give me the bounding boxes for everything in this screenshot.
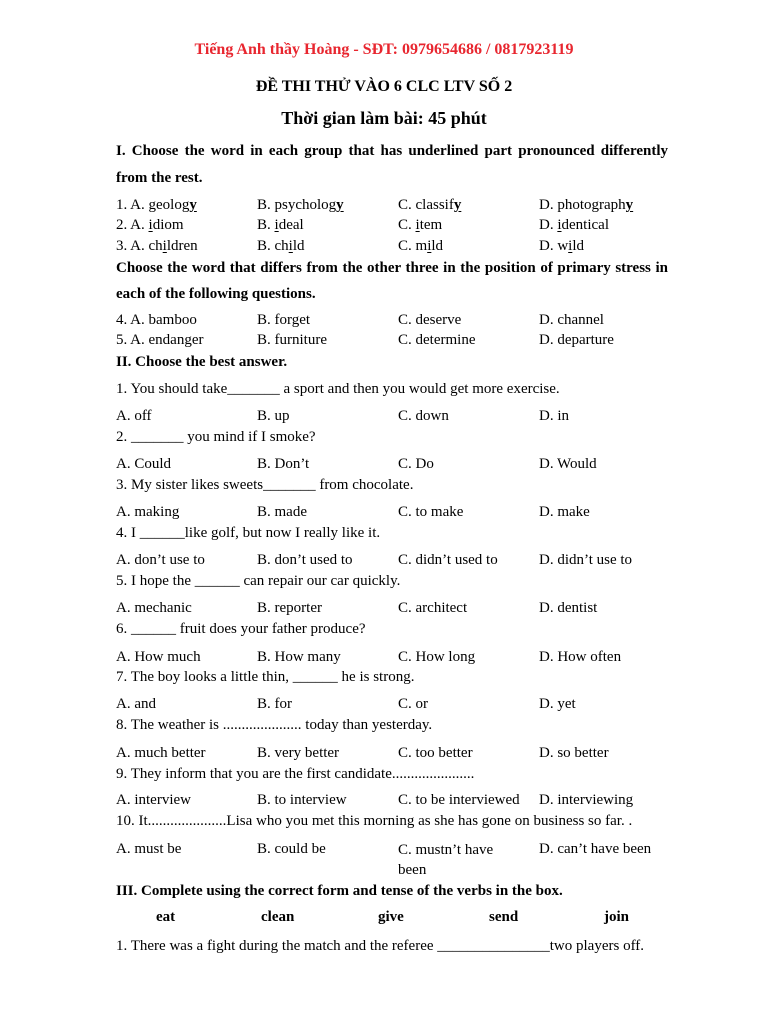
section3-heading: III. Complete using the correct form and tense of the verbs in the box.	[116, 883, 563, 899]
option: C. to make	[398, 504, 464, 520]
option: B. could be	[257, 841, 326, 857]
option: C. Do	[398, 456, 434, 472]
stress-heading: Choose the word that differs from the other three in the position of primary stress in	[116, 260, 668, 276]
option: D. photography	[539, 197, 634, 213]
option: C. mustn’t have been	[398, 842, 494, 878]
question-row-5	[116, 331, 676, 349]
option: D. wild	[539, 238, 585, 254]
option: B. psychology	[257, 197, 344, 213]
question-text: 10. It.....................Lisa who you met this morning as she has gone on business so far. .	[116, 813, 633, 829]
question-text: 3. My sister likes sweets_______ from chocolate.	[116, 477, 414, 493]
option: C. How long	[398, 649, 476, 665]
option: B. reporter	[257, 600, 322, 616]
option: A. off	[116, 408, 152, 424]
option: 4. A. bamboo	[116, 312, 197, 328]
option: D. channel	[539, 312, 604, 328]
option: C. mild	[398, 238, 444, 254]
question-text: 1. You should take_______ a sport and then you would get more exercise.	[116, 381, 560, 397]
option: D. make	[539, 504, 590, 520]
option: D. yet	[539, 696, 576, 712]
option: 5. A. endanger	[116, 332, 204, 348]
option: C. classify	[398, 197, 462, 213]
options-row	[116, 503, 676, 521]
option: D. dentist	[539, 600, 598, 616]
header-contact: Tiếng Anh thầy Hoàng - SĐT: 0979654686 / 0817923119	[194, 41, 574, 58]
question-text: 7. The boy looks a little thin, ______ he is strong.	[116, 669, 415, 685]
option: A. Could	[116, 456, 172, 472]
options-row	[116, 455, 676, 473]
option: A. much better	[116, 745, 206, 761]
option: C. deserve	[398, 312, 462, 328]
options-row	[116, 599, 676, 617]
question-text: 1. There was a fight during the match and the referee _______________two players off.	[116, 938, 645, 954]
option: B. to interview	[257, 792, 347, 808]
question-row-1	[116, 196, 676, 214]
option: B. child	[257, 238, 305, 254]
options-row	[116, 648, 676, 666]
option: B. How many	[257, 649, 341, 665]
options-row	[116, 840, 676, 878]
option: 2. A. idiom	[116, 217, 184, 233]
option: B. forget	[257, 312, 311, 328]
stress-heading-cont: each of the following questions.	[116, 286, 316, 302]
question-text: 8. The weather is ..................... today than yesterday.	[116, 717, 433, 733]
option: C. architect	[398, 600, 468, 616]
question-row-4	[116, 311, 676, 329]
option: D. Would	[539, 456, 597, 472]
option: D. interviewing	[539, 792, 634, 808]
option: B. very better	[257, 745, 340, 761]
option: A. How much	[116, 649, 201, 665]
option: C. didn’t used to	[398, 552, 498, 568]
verb-word: join	[604, 909, 630, 925]
options-row	[116, 695, 676, 713]
option: C. down	[398, 408, 449, 424]
option: D. identical	[539, 217, 609, 233]
verb-box	[116, 909, 676, 927]
verb-word: send	[489, 909, 519, 925]
option: 1. A. geology	[116, 197, 197, 213]
options-row	[116, 791, 676, 809]
section1-heading-cont: from the rest.	[116, 170, 203, 186]
question-text: 5. I hope the ______ can repair our car quickly.	[116, 573, 401, 589]
question-text: 4. I ______like golf, but now I really like it.	[116, 525, 381, 541]
option: D. so better	[539, 745, 609, 761]
option: C. too better	[398, 745, 473, 761]
option: B. made	[257, 504, 307, 520]
option: A. making	[116, 504, 180, 520]
option: B. up	[257, 408, 290, 424]
option: C. item	[398, 217, 443, 233]
option: D. departure	[539, 332, 614, 348]
option: D. didn’t use to	[539, 552, 633, 568]
question-row-2	[116, 216, 676, 234]
option: C. to be interviewed	[398, 792, 520, 808]
option: D. How often	[539, 649, 622, 665]
option: B. ideal	[257, 217, 304, 233]
verb-word: give	[378, 909, 404, 925]
option: B. Don’t	[257, 456, 310, 472]
option: A. must be	[116, 841, 182, 857]
option: D. in	[539, 408, 569, 424]
options-row	[116, 551, 676, 569]
verb-word: eat	[156, 909, 176, 925]
option: B. don’t used to	[257, 552, 353, 568]
exam-title: ĐỀ THI THỬ VÀO 6 CLC LTV SỐ 2	[255, 78, 513, 95]
option: C. or	[398, 696, 428, 712]
question-text: 6. ______ fruit does your father produce?	[116, 621, 366, 637]
option: 3. A. children	[116, 238, 198, 254]
option: A. don’t use to	[116, 552, 205, 568]
section1-heading: I. Choose the word in each group that has underlined part pronounced differently	[116, 143, 668, 159]
option: A. and	[116, 696, 156, 712]
question-text: 2. _______ you mind if I smoke?	[116, 429, 316, 445]
exam-duration: Thời gian làm bài: 45 phút	[281, 108, 487, 128]
options-row	[116, 744, 676, 762]
options-row	[116, 407, 676, 425]
option: D. can’t have been	[539, 841, 652, 857]
option: A. mechanic	[116, 600, 192, 616]
option: A. interview	[116, 792, 191, 808]
option: C. determine	[398, 332, 476, 348]
option: B. furniture	[257, 332, 327, 348]
verb-word: clean	[261, 909, 295, 925]
section2-heading: II. Choose the best answer.	[116, 354, 288, 370]
option: B. for	[257, 696, 292, 712]
question-row-3	[116, 237, 676, 255]
question-text: 9. They inform that you are the first candidate......................	[116, 766, 475, 782]
